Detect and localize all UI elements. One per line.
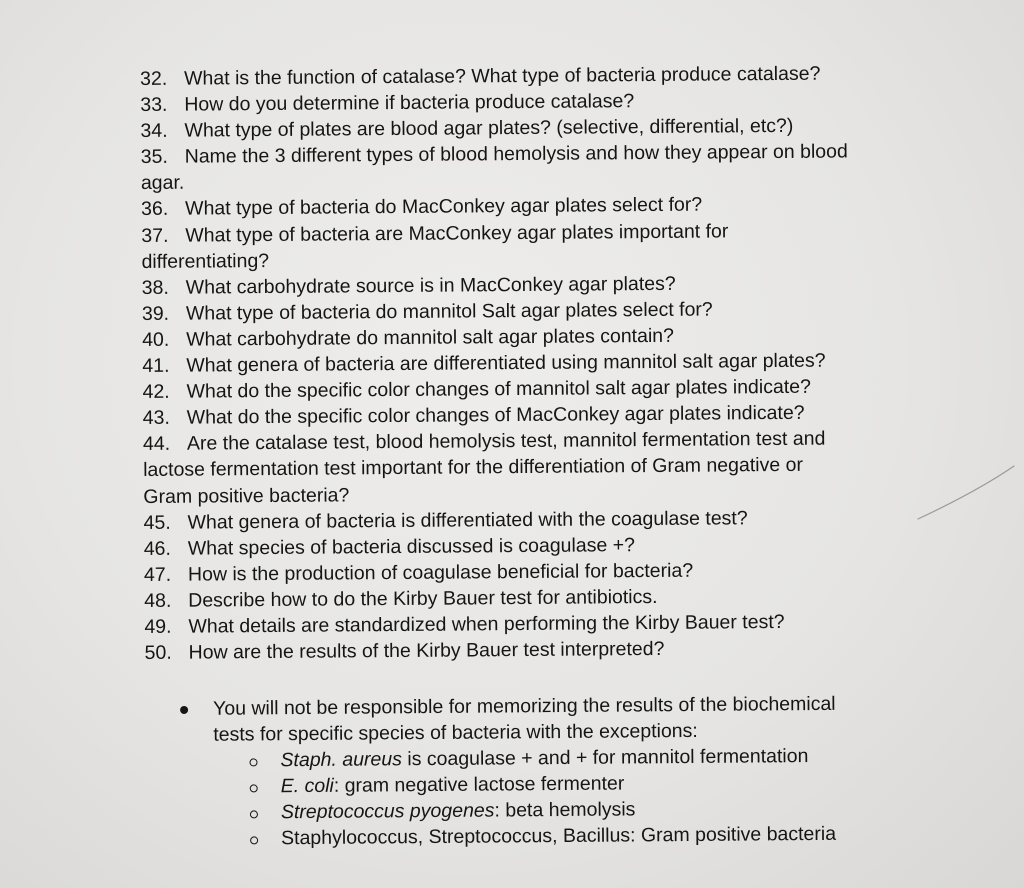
question-text: How is the production of coagulase beneficial for bacteria? <box>187 559 694 586</box>
exception-text: : gram negative lactose fermenter <box>333 772 625 797</box>
question-number: 50. <box>144 641 172 665</box>
question-text-continued: agar. <box>140 172 185 195</box>
question-text-continued: differentiating? <box>141 249 270 273</box>
question-text: What do the specific color changes of MacConkey agar plates indicate? <box>186 402 805 429</box>
question-text: What type of bacteria are MacConkey agar plates important for <box>185 219 729 247</box>
species-name: E. coli <box>280 774 334 798</box>
question-number: 47. <box>143 563 172 586</box>
question-text: What species of bacteria discussed is coagulase +? <box>187 533 635 560</box>
question-text: What details are standardized when performing the Kirby Bauer test? <box>188 610 785 638</box>
species-name: Streptococcus pyogenes <box>280 799 495 824</box>
question-text-continued: Gram positive bacteria? <box>143 483 350 508</box>
question-text: Describe how to do the Kirby Bauer test for antibiotics. <box>188 585 658 612</box>
question-number: 41. <box>142 354 170 378</box>
question-number: 45. <box>143 511 171 534</box>
question-text: What type of bacteria do mannitol Salt agar plates select for? <box>185 298 713 325</box>
question-number: 40. <box>142 328 170 351</box>
question-text: What do the specific color changes of mannitol salt agar plates indicate? <box>186 375 811 403</box>
exception-text: : beta hemolysis <box>494 798 636 822</box>
question-text-continued: lactose fermentation test important for the differentiation of Gram negative or <box>143 454 803 482</box>
question-text: Are the catalase test, blood hemolysis test, mannitol fermentation test and <box>186 427 826 455</box>
note-text-line-1: You will not be responsible for memorizing the results of the biochemical <box>213 692 836 720</box>
question-text: What carbohydrate source is in MacConkey agar plates? <box>185 272 676 299</box>
question-number: 35. <box>140 146 168 169</box>
question-number: 38. <box>141 276 169 299</box>
question-text: What type of plates are blood agar plates? (selective, differential, etc?) <box>184 115 794 142</box>
exception-text: is coagulase + and + for mannitol fermentation <box>401 745 809 771</box>
question-number: 49. <box>144 615 172 638</box>
question-number: 36. <box>141 198 169 221</box>
question-text: What type of bacteria do MacConkey agar plates select for? <box>185 194 703 221</box>
question-text: Name the 3 different types of blood hemolysis and how they appear on blood <box>184 140 848 168</box>
question-text: What carbohydrate do mannitol salt agar plates contain? <box>186 324 675 351</box>
note-text-line-2: tests for specific species of bacteria with the exceptions: <box>213 719 698 746</box>
question-number: 48. <box>144 589 172 612</box>
question-text: How do you determine if bacteria produce catalase? <box>184 90 635 116</box>
exception-text: Staphylococcus, Streptococcus, Bacillus: Gram positive bacteria <box>281 822 837 850</box>
question-number: 42. <box>142 380 170 404</box>
question-number: 32. <box>140 67 168 90</box>
question-number: 44. <box>142 433 171 456</box>
question-number: 39. <box>141 302 170 325</box>
question-number: 46. <box>143 537 171 560</box>
question-number: 34. <box>140 119 168 143</box>
question-number: 33. <box>140 93 168 117</box>
question-text: What genera of bacteria is differentiated with the coagulase test? <box>187 506 748 534</box>
question-text: How are the results of the Kirby Bauer test interpreted? <box>188 637 665 664</box>
question-number: 37. <box>141 224 169 247</box>
question-text: What is the function of catalase? What type of bacteria produce catalase? <box>184 62 821 90</box>
question-text: What genera of bacteria are differentiated using mannitol salt agar plates? <box>186 349 826 377</box>
species-name: Staph. aureus <box>280 748 403 772</box>
question-number: 43. <box>142 406 170 430</box>
